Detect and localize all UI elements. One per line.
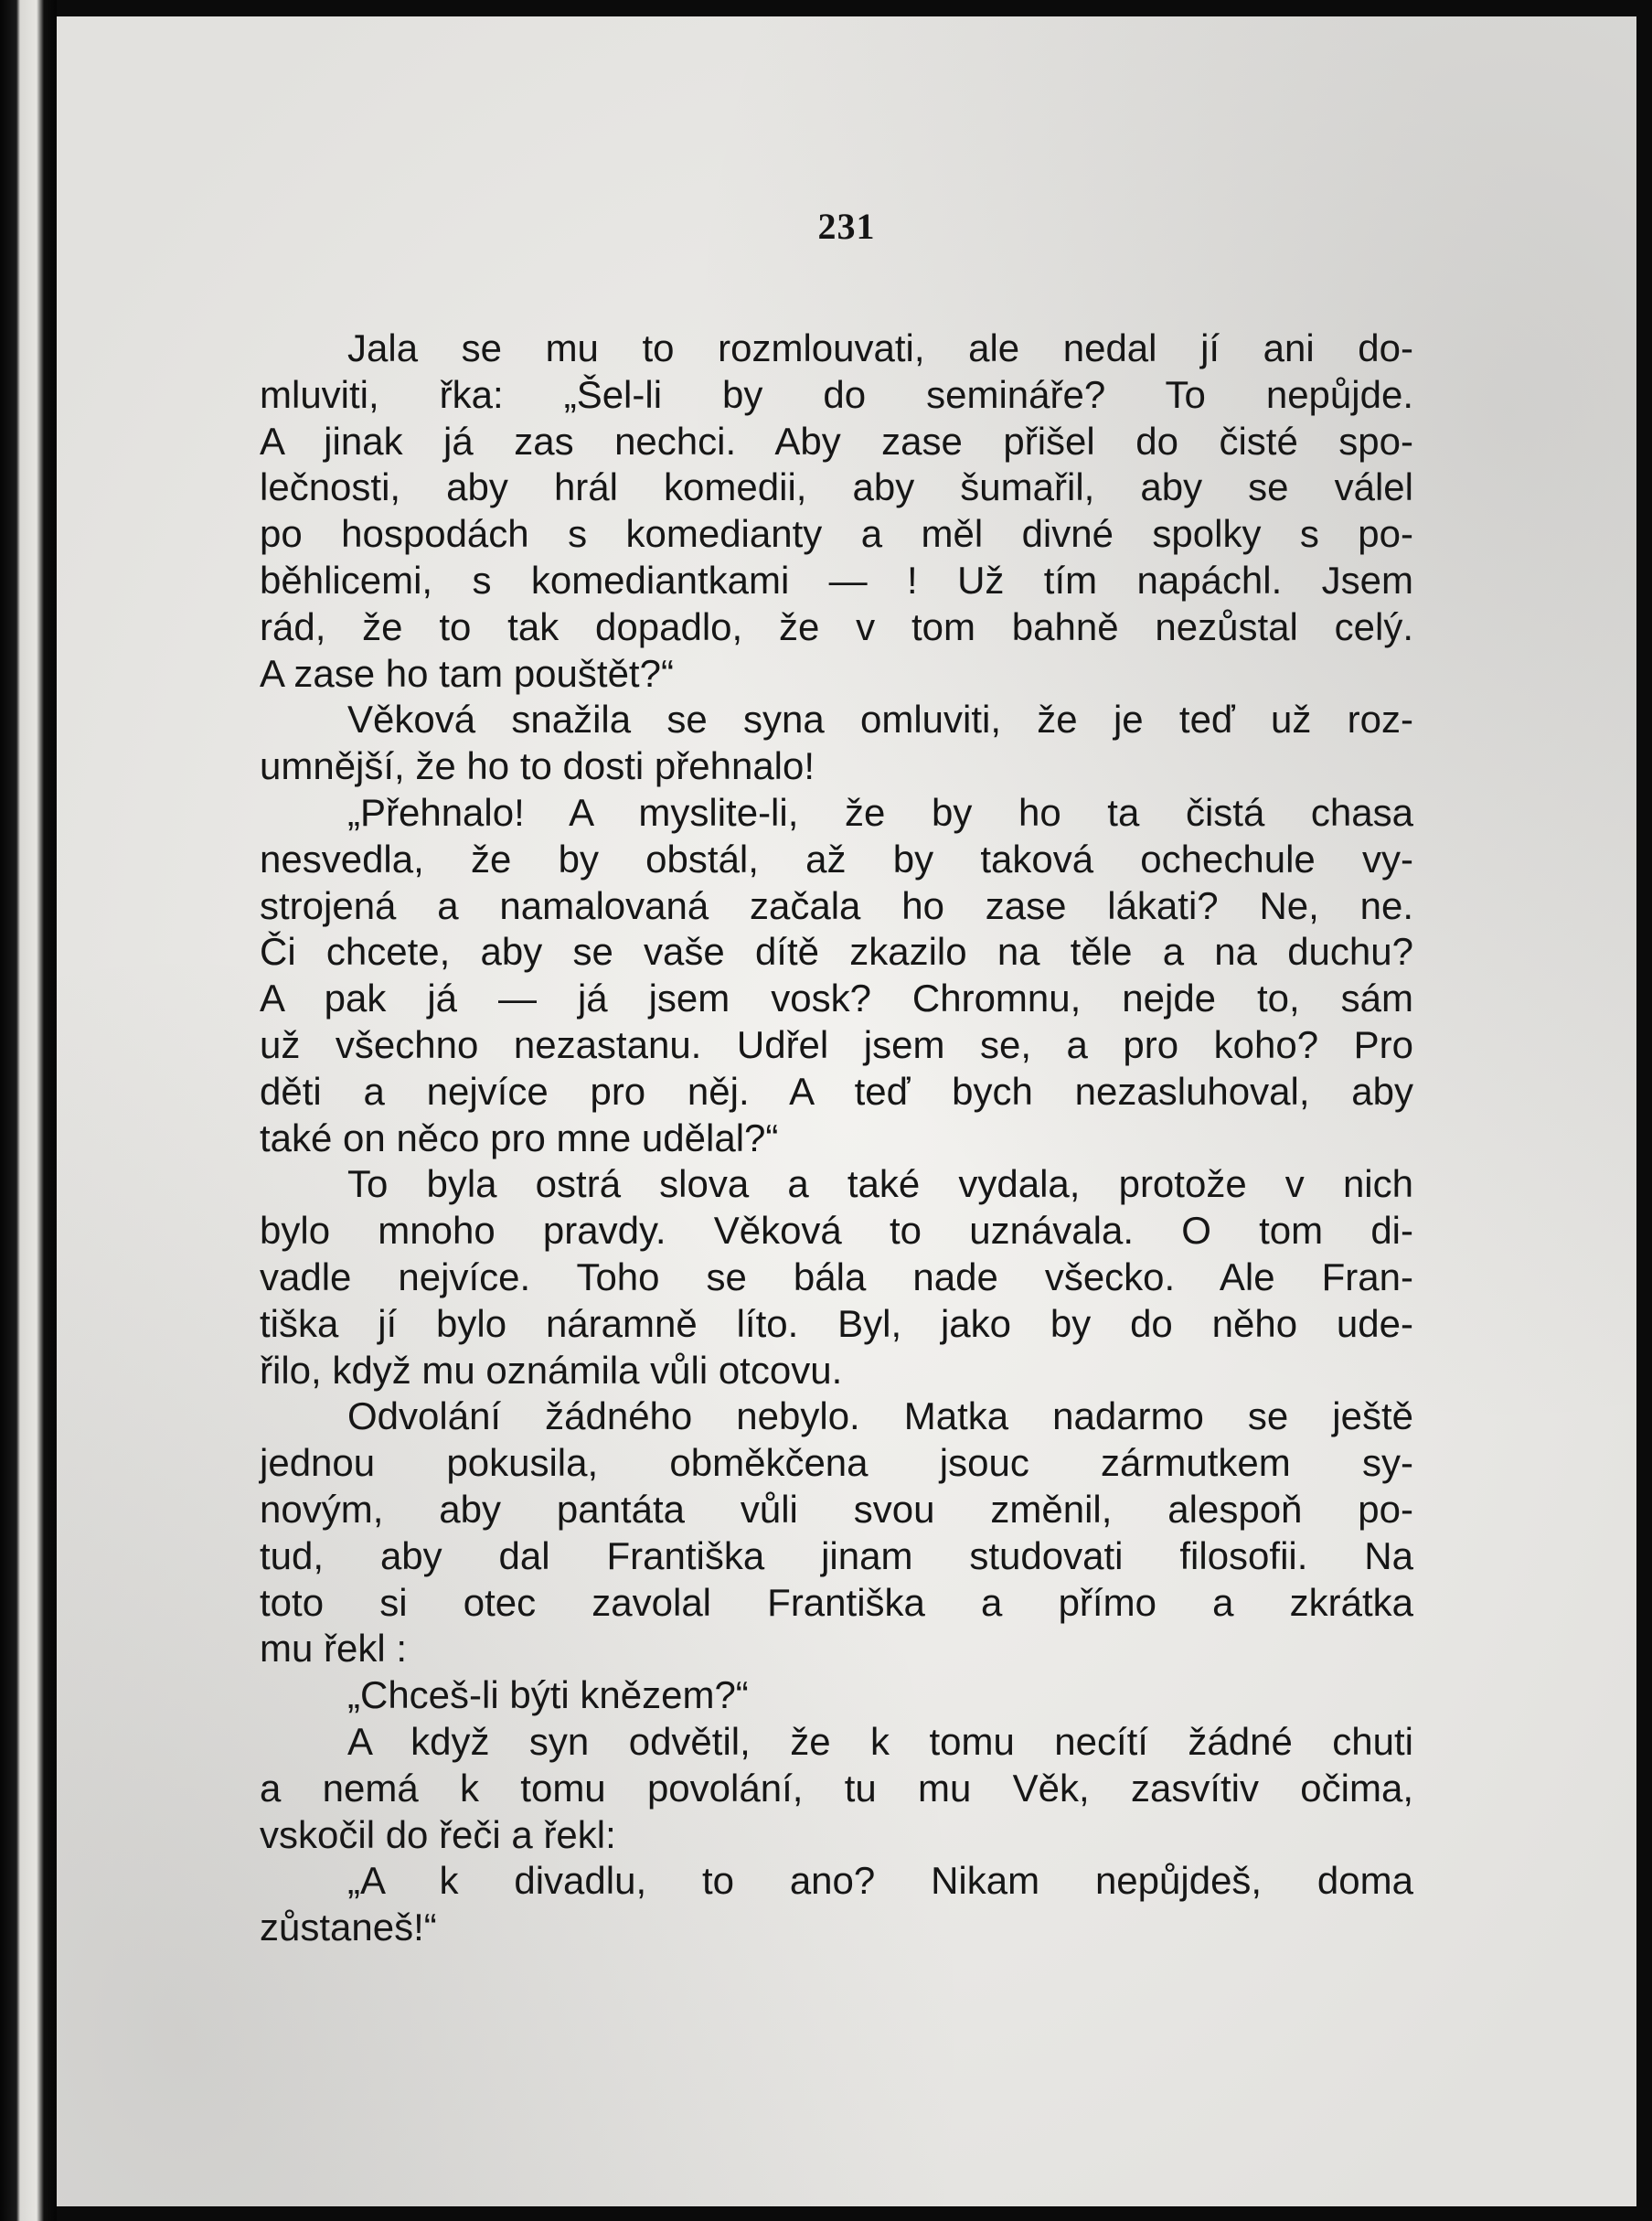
text-line: vskočil do řeči a řekl: bbox=[260, 1812, 616, 1856]
text-line: toto si otec zavolal Františka a přímo a zkrátka bbox=[260, 1580, 1413, 1624]
text-line: děti a nejvíce pro něj. A teď bych nezasluhoval, aby bbox=[260, 1069, 1413, 1113]
text-line: už všechno nezastanu. Udřel jsem se, a pro koho? Pro bbox=[260, 1022, 1413, 1066]
text-line: mu řekl : bbox=[260, 1627, 408, 1671]
text-line: také on něco pro mne udělal?“ bbox=[260, 1116, 779, 1159]
text-line: A zase ho tam pouštět?“ bbox=[260, 651, 674, 695]
book-binding-edge bbox=[0, 0, 57, 2221]
text-line: řilo, když mu oznámila vůli otcovu. bbox=[260, 1348, 843, 1392]
text-line: vadle nejvíce. Toho se bála nade všecko. Ale Fran- bbox=[260, 1255, 1413, 1298]
text-line: rád, že to tak dopadlo, že v tom bahně nezůstal celý. bbox=[260, 604, 1413, 648]
text-line: bylo mnoho pravdy. Věková to uznávala. O tom di- bbox=[260, 1209, 1413, 1253]
text-line: Jala se mu to rozmlouvati, ale nedal jí ani do- bbox=[347, 326, 1413, 369]
text-line: zůstaneš!“ bbox=[260, 1906, 437, 1949]
text-line: a nemá k tomu povolání, tu mu Věk, zasvítiv očima, bbox=[260, 1766, 1413, 1810]
body-text bbox=[260, 326, 1413, 1951]
text-line: A jinak já zas nechci. Aby zase přišel do čisté spo- bbox=[260, 419, 1413, 463]
text-line: „A k divadlu, to ano? Nikam nepůjdeš, doma bbox=[347, 1859, 1413, 1903]
text-line: „Chceš-li býti knězem?“ bbox=[347, 1673, 749, 1717]
text-line: A když syn odvětil, že k tomu necítí žádné chuti bbox=[347, 1719, 1413, 1763]
text-line: Či chcete, aby se vaše dítě zkazilo na těle a na duchu? bbox=[260, 930, 1413, 974]
text-line: „Přehnalo! A myslite-li, že by ho ta čistá chasa bbox=[347, 790, 1413, 834]
text-line: Věková snažila se syna omluviti, že je teď už roz- bbox=[347, 698, 1413, 742]
page-number: 231 bbox=[817, 206, 876, 247]
text-line: nesvedla, že by obstál, až by taková ochechule vy- bbox=[260, 837, 1413, 881]
text-line: jednou pokusila, obměkčena jsouc zármutkem sy- bbox=[260, 1441, 1413, 1485]
text-line: umnější, že ho to dosti přehnalo! bbox=[260, 744, 815, 788]
text-line: Odvolání žádného nebylo. Matka nadarmo se ještě bbox=[347, 1394, 1413, 1438]
text-line: To byla ostrá slova a také vydala, protože v nich bbox=[347, 1162, 1413, 1206]
text-line: běhlicemi, s komediantkami — ! Už tím napáchl. Jsem bbox=[260, 558, 1413, 602]
text-line: strojená a namalovaná začala ho zase lákati? Ne, ne. bbox=[260, 883, 1413, 927]
text-line: tud, aby dal Františka jinam studovati filosofii. Na bbox=[260, 1533, 1413, 1577]
text-line: mluviti, řka: „Šel-li by do semináře? To nepůjde. bbox=[260, 372, 1413, 416]
text-line: lečnosti, aby hrál komedii, aby šumařil, aby se válel bbox=[260, 465, 1413, 509]
text-line: A pak já — já jsem vosk? Chromnu, nejde to, sám bbox=[260, 977, 1413, 1020]
text-line: novým, aby pantáta vůli svou změnil, alespoň po- bbox=[260, 1487, 1413, 1531]
book-page bbox=[57, 16, 1636, 2206]
text-line: tiška jí bylo náramně líto. Byl, jako by do něho ude- bbox=[260, 1301, 1413, 1345]
text-line: po hospodách s komedianty a měl divné spolky s po- bbox=[260, 512, 1413, 556]
